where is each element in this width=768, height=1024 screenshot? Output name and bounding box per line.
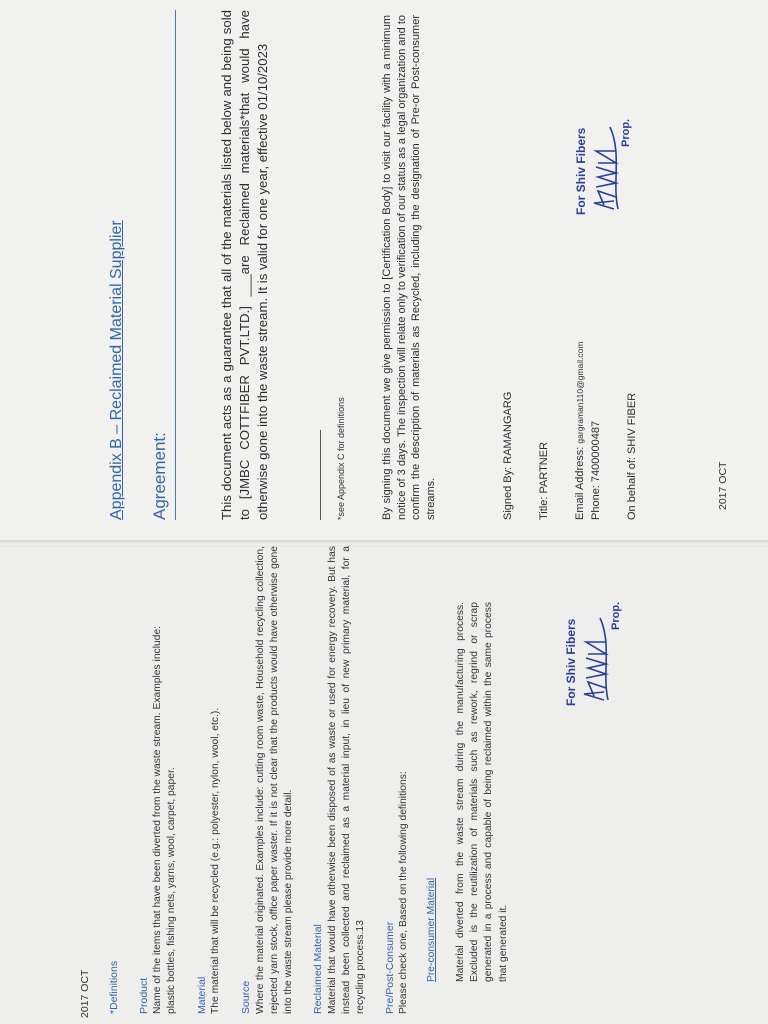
- material-heading: Material: [196, 976, 208, 1014]
- stamp-role: Prop.: [610, 601, 622, 630]
- footer-date: 2017 OCT: [717, 461, 729, 510]
- company-stamp-bottom: [564, 576, 644, 706]
- definitions-heading: *Definitions: [108, 960, 120, 1014]
- material-text: The material that will be recycled (e.g.: polyester, nylon, wool, etc.).: [210, 707, 221, 1014]
- reclaimed-heading: Reclaimed Material: [312, 924, 324, 1014]
- product-text: Name of the items that have been diverted from the waste stream. Examples include:: [152, 625, 163, 1014]
- footnote: *see Appendix C for definitions: [336, 397, 346, 520]
- email-value: gargraman110@gmail.com: [575, 341, 585, 444]
- source-text: Where the material originated. Examples include: cutting room waste, Household recycling collection, rejected yarn stock, office paper waster. If it is not clear that the products would have otherwise gone into the waste stream please provide more detail.: [255, 546, 295, 1014]
- company-stamp-top: [574, 95, 644, 215]
- product-examples: plastic bottles, fishing nets, yarns, wool, carpet, paper.: [166, 767, 177, 1014]
- appendix-content: [108, 10, 478, 520]
- agreement-heading: Agreement:: [150, 432, 169, 520]
- appendix-title: Appendix B – Reclaimed Material Supplier: [108, 220, 125, 520]
- prepost-heading: Pre/Post-Consumer: [384, 921, 396, 1014]
- source-heading: Source: [240, 980, 252, 1014]
- signed-by: Signed By: RAMANGARG: [502, 391, 514, 520]
- email-address: [574, 342, 586, 520]
- preconsumer-heading: Pre-consumer Material: [426, 877, 437, 982]
- permission-text: By signing this document we give permission to [Certification Body] to visit our facility with a minimum notice of 3 days. The inspection will relate only to verification of our status as a legal organization and to confirm the description of materials as Recycled, including the designation of Pre-or Post-consumer streams.: [381, 15, 437, 520]
- stamp-role: Prop.: [620, 118, 632, 147]
- signature-block: [502, 280, 652, 520]
- stamp-company: For Shiv Fibers: [574, 127, 588, 215]
- definitions-content: [108, 546, 528, 1014]
- footnote-separator: [320, 430, 321, 520]
- footer-date: 2017 OCT: [79, 969, 91, 1018]
- prepost-text: Please check one, Based on the following definitions:: [398, 771, 409, 1014]
- email-label: Email Address:: [574, 443, 586, 520]
- handwritten-signature: [588, 123, 622, 213]
- signer-title: Title: PARTNER: [538, 441, 550, 520]
- reclaimed-text: Material that would have otherwise been disposed of as waste or used for energy recovery. But has instead been collected and reclaimed as a material input, in lieu of new primary material, for a recycling process.13: [327, 546, 367, 1014]
- on-behalf-of: On behalf of: SHIV FIBER: [626, 392, 638, 520]
- product-heading: Product: [138, 977, 150, 1014]
- agreement-rule: [175, 10, 176, 520]
- stamp-company: For Shiv Fibers: [564, 618, 578, 706]
- phone: Phone: 7400000487: [590, 420, 602, 520]
- handwritten-signature: [578, 614, 612, 704]
- guarantee-text: This document acts as a guarantee that all of the materials listed below and being sold to [JMBC COTTFIBER PVT.LTD.] ___are Reclaimed materials*that would have otherwise gone into the waste stream. It is valid for one year, effective 01/10/2023: [219, 10, 270, 520]
- preconsumer-text: Material diverted from the waste stream during the manufacturing process. Excluded is the reutilization of materials such as rework, regrind or scrap generated in a process and capable of being reclaimed within the same process that generated it.: [455, 602, 509, 982]
